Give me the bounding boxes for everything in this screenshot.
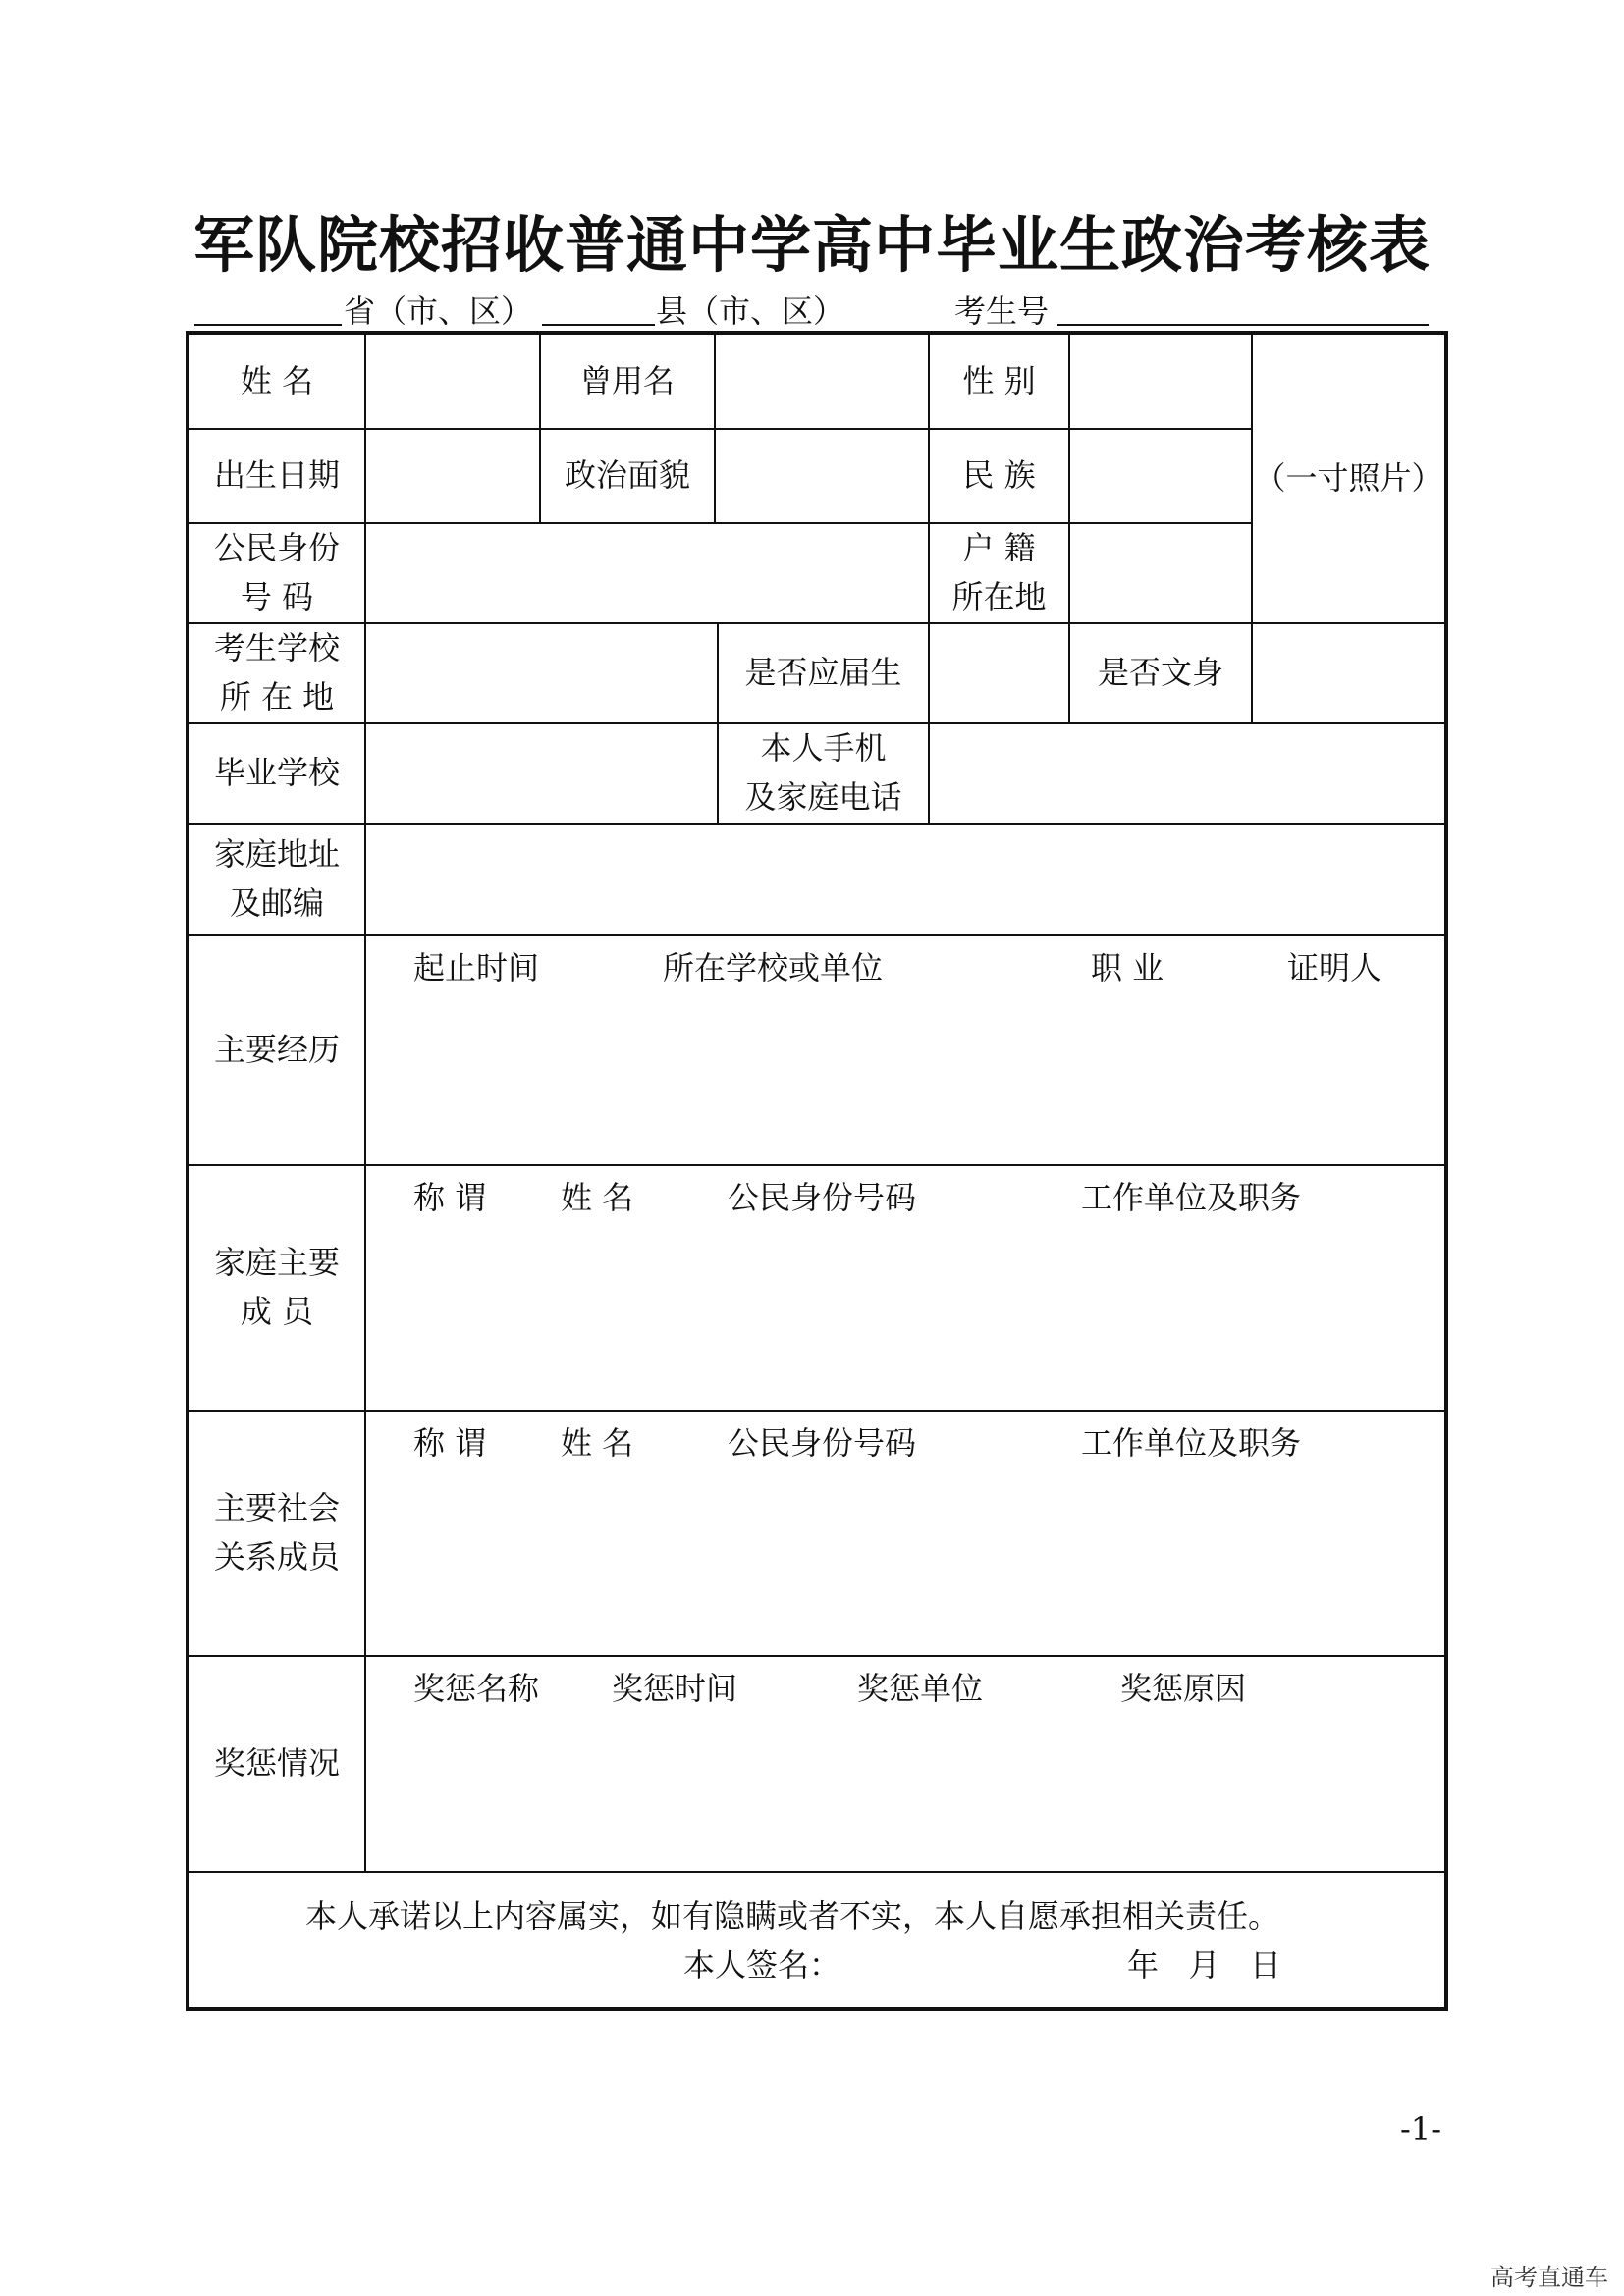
name-label: 姓 名 [188,333,365,429]
social-header: 姓 名 [561,1424,634,1462]
page-number: -1- [1400,2110,1441,2148]
experience-field[interactable] [365,935,1446,1165]
hukou-label: 户 籍 所在地 [929,523,1069,623]
birth-date-field[interactable] [365,429,540,523]
id-number-field[interactable] [365,523,929,623]
phone-label: 本人手机 及家庭电话 [718,723,929,824]
id-number-label: 公民身份 号 码 [188,523,365,623]
political-status-field[interactable] [715,429,929,523]
signature-date[interactable]: 年 月 日 [1127,1947,1282,1984]
family-header: 公民身份号码 [728,1179,917,1216]
tattoo-label: 是否文身 [1069,623,1252,723]
signature-label: 本人签名： [683,1947,841,1984]
province-blank[interactable] [194,324,342,326]
rewards-header: 奖惩名称 [413,1670,540,1707]
gender-label: 性 别 [929,333,1069,429]
province-label: 省（市、区） [344,293,533,330]
birth-date-label: 出生日期 [188,429,365,523]
fresh-graduate-label: 是否应届生 [718,623,929,723]
graduation-school-label: 毕业学校 [188,723,365,824]
declaration-cell [188,1872,1446,2009]
gender-field[interactable] [1069,333,1252,429]
former-name-label: 曾用名 [540,333,715,429]
rewards-field[interactable] [365,1656,1446,1872]
family-header: 工作单位及职务 [1081,1179,1302,1216]
exam-no-label: 考生号 [954,293,1050,330]
social-header: 称 谓 [413,1424,487,1462]
family-header: 称 谓 [413,1179,487,1216]
social-header: 工作单位及职务 [1081,1424,1302,1462]
graduation-school-field[interactable] [365,723,718,824]
rewards-header: 奖惩时间 [612,1670,738,1707]
exam-no-blank[interactable] [1057,324,1429,326]
political-status-label: 政治面貌 [540,429,715,523]
phone-field[interactable] [929,723,1446,824]
former-name-field[interactable] [715,333,929,429]
experience-label: 主要经历 [188,935,365,1165]
school-location-field[interactable] [365,623,718,723]
watermark: 高考直通车 [1490,2264,1608,2291]
social-header: 公民身份号码 [728,1424,917,1462]
hukou-field[interactable] [1069,523,1252,623]
experience-header: 所在学校或单位 [663,949,884,987]
rewards-label: 奖惩情况 [188,1656,365,1872]
page-title: 军队院校招收普通中学高中毕业生政治考核表 [192,209,1431,281]
family-members-label: 家庭主要 成 员 [188,1165,365,1411]
rewards-header: 奖惩原因 [1120,1670,1247,1707]
declaration-text: 本人承诺以上内容属实，如有隐瞒或者不实，本人自愿承担相关责任。 [305,1897,1280,1935]
ethnicity-label: 民 族 [929,429,1069,523]
name-field[interactable] [365,333,540,429]
experience-header: 证明人 [1287,949,1382,987]
address-field[interactable] [365,824,1446,935]
experience-header: 职 业 [1091,949,1164,987]
political-review-form [186,331,1448,2011]
family-members-field[interactable] [365,1165,1446,1411]
experience-header: 起止时间 [413,949,540,987]
social-relations-field[interactable] [365,1411,1446,1656]
ethnicity-field[interactable] [1069,429,1252,523]
address-label: 家庭地址 及邮编 [188,824,365,935]
county-blank[interactable] [542,324,655,326]
social-relations-label: 主要社会 关系成员 [188,1411,365,1656]
rewards-header: 奖惩单位 [857,1670,984,1707]
photo-box[interactable]: （一寸照片） [1252,333,1446,623]
school-location-label: 考生学校 所 在 地 [188,623,365,723]
tattoo-field[interactable] [1252,623,1446,723]
county-label: 县（市、区） [656,293,845,330]
family-header: 姓 名 [561,1179,634,1216]
fresh-graduate-field[interactable] [929,623,1069,723]
